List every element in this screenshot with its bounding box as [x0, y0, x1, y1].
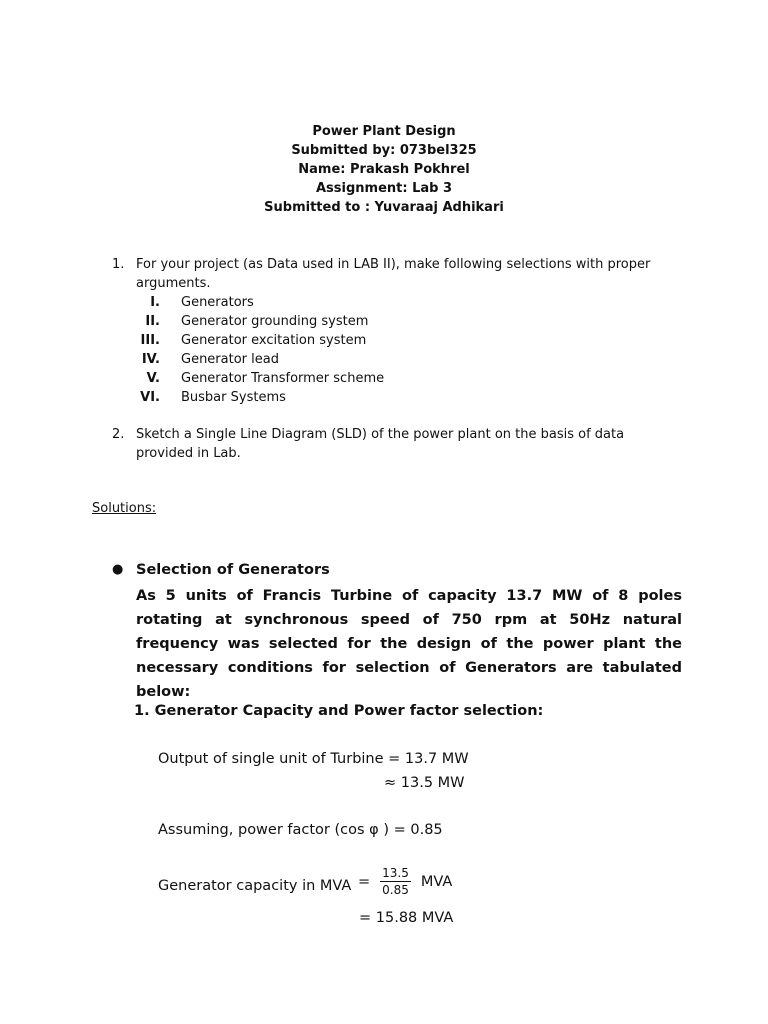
turbine-output-line: Output of single unit of Turbine = 13.7 MW — [158, 751, 469, 767]
question-text: Sketch a Single Line Diagram (SLD) of the power plant on the basis of data provided in Lab. — [136, 427, 625, 461]
list-text: Busbar Systems — [181, 390, 286, 405]
selection-list — [112, 293, 512, 407]
list-item — [112, 293, 512, 312]
list-numeral: IV. — [141, 352, 160, 367]
question-number: 2. — [112, 427, 125, 442]
list-item — [112, 388, 512, 407]
selection-section — [112, 560, 682, 704]
question-2 — [112, 425, 652, 463]
document-header — [0, 122, 768, 217]
list-text: Generator grounding system — [181, 314, 369, 329]
assignment-label: Assignment: Lab 3 — [315, 181, 453, 196]
list-item — [112, 312, 512, 331]
subsection-heading: 1. Generator Capacity and Power factor selection: — [134, 703, 544, 719]
list-text: Generator lead — [181, 352, 279, 367]
turbine-output-approx: ≈ 13.5 MW — [384, 775, 465, 791]
generator-capacity-result: = 15.88 MVA — [359, 910, 454, 926]
fraction — [380, 866, 411, 897]
unit-label: MVA — [420, 873, 453, 890]
fraction-denominator: 0.85 — [382, 883, 409, 897]
bullet-icon: ● — [112, 562, 124, 577]
submitted-to: Submitted to : Yuvaraaj Adhikari — [264, 200, 504, 215]
list-numeral: II. — [145, 314, 160, 329]
section-title: Selection of Generators — [136, 562, 330, 578]
list-text: Generator excitation system — [181, 333, 367, 348]
question-text: For your project (as Data used in LAB II), make following selections with proper arguments. — [136, 257, 651, 291]
list-numeral: III. — [140, 333, 160, 348]
list-item — [112, 369, 512, 388]
list-text: Generators — [181, 295, 254, 310]
capacity-formula — [358, 866, 452, 897]
fraction-numerator: 13.5 — [382, 866, 409, 880]
equals-sign: = — [358, 873, 371, 890]
course-title: Power Plant Design — [312, 124, 456, 139]
student-name: Name: Prakash Pokhrel — [298, 162, 470, 177]
question-number: 1. — [112, 257, 125, 272]
solutions-heading: Solutions: — [92, 501, 157, 516]
list-item — [112, 350, 512, 369]
list-numeral: VI. — [140, 390, 160, 405]
list-numeral: I. — [150, 295, 160, 310]
submitted-by: Submitted by: 073bel325 — [291, 143, 477, 158]
section-body: As 5 units of Francis Turbine of capacity 13.7 MW of 8 poles rotating at synchronous speed of 750 rpm at 50Hz natural frequency was selected for the design of the power plant the necessary conditions for selection of Generators are tabulated below: — [136, 588, 682, 700]
list-numeral: V. — [146, 371, 160, 386]
question-1 — [112, 255, 652, 293]
generator-capacity-label: Generator capacity in MVA — [158, 878, 352, 894]
power-factor-line: Assuming, power factor (cos φ ) = 0.85 — [158, 822, 443, 838]
list-item — [112, 331, 512, 350]
list-text: Generator Transformer scheme — [181, 371, 385, 386]
